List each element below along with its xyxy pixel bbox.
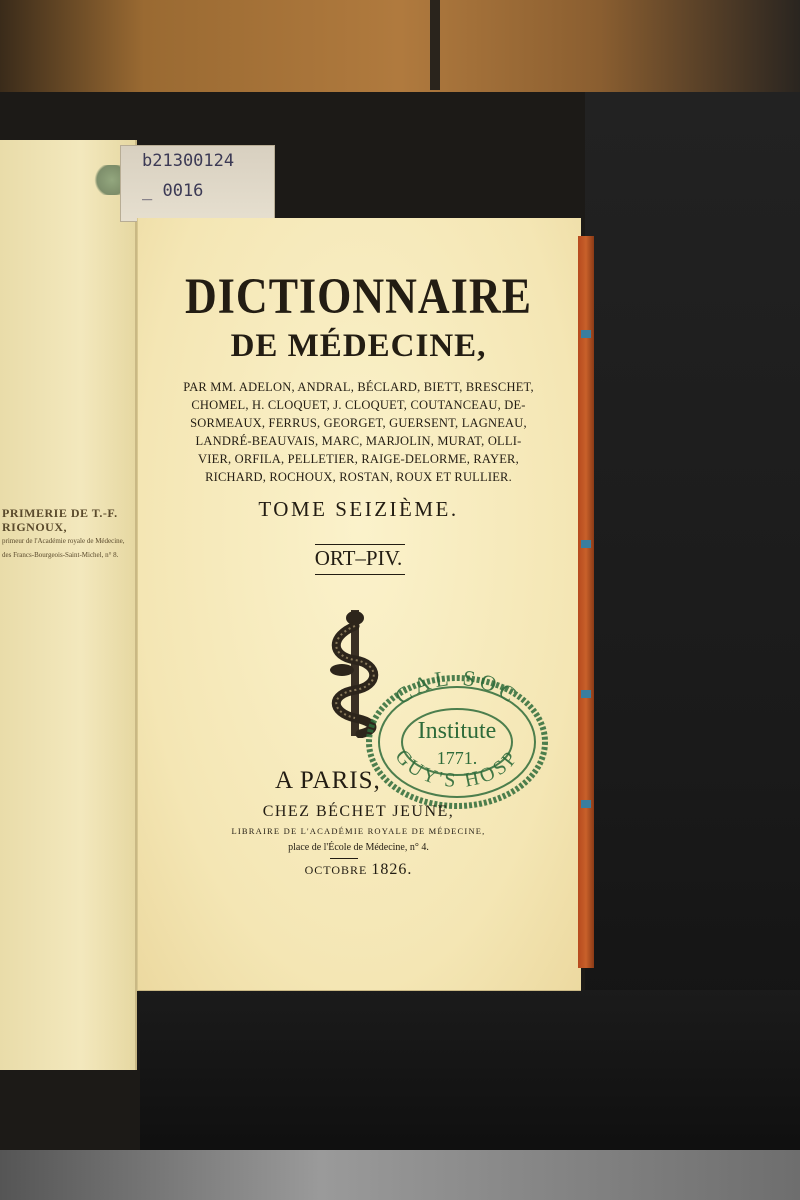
- stamp-year: 1771.: [436, 748, 478, 768]
- book-subtitle: DE MÉDECINE,: [230, 328, 487, 364]
- left-facing-page: [0, 140, 137, 1070]
- background-strip: [430, 0, 440, 90]
- authors-line: RICHARD, ROCHOUX, ROSTAN, ROUX ET RULLIER.: [205, 470, 512, 484]
- background-floor: [0, 1150, 800, 1200]
- left-page-line-1: PRIMERIE DE T.-F. RIGNOUX,: [2, 506, 118, 534]
- svg-text:CAL SOC: [390, 670, 524, 709]
- authors-line: SORMEAUX, FERRUS, GEORGET, GUERSENT, LAGNEAU,: [190, 416, 527, 430]
- edge-mark: [581, 800, 591, 808]
- alphabetical-range: ORT–PIV.: [314, 546, 403, 570]
- edge-mark: [581, 540, 591, 548]
- book-title: DICTIONNAIRE: [185, 268, 532, 325]
- publisher-name: CHEZ BÉCHET JEUNE,: [262, 803, 455, 820]
- publication-month: OCTOBRE: [304, 863, 368, 877]
- publication-date: [137, 861, 580, 879]
- publication-year: 1826.: [371, 861, 413, 878]
- range-rule-top: [315, 544, 405, 545]
- accession-label-text: [142, 146, 234, 206]
- stamp-top-text: CAL SOC: [390, 670, 524, 710]
- stamp-inner-text: Institute: [417, 718, 497, 744]
- authors-block: [160, 378, 557, 486]
- library-ownership-stamp: [362, 670, 552, 810]
- publisher-address: place de l'École de Médecine, n° 4.: [288, 842, 429, 853]
- date-rule: [330, 858, 358, 859]
- accession-suffix: _ 0016: [142, 181, 204, 201]
- left-page-line-3: des Francs-Bourgeois-Saint-Michel, n° 8.: [2, 551, 119, 559]
- authors-line: CHOMEL, H. CLOQUET, J. CLOQUET, COUTANCEAU, DE-: [191, 398, 526, 412]
- volume-number: TOME SEIZIÈME.: [258, 497, 459, 521]
- authors-line: PAR MM. ADELON, ANDRAL, BÉCLARD, BIETT, BRESCHET,: [183, 380, 534, 394]
- authors-line: LANDRÉ-BEAUVAIS, MARC, MARJOLIN, MURAT, OLLI-: [195, 434, 522, 448]
- imprint-place: A PARIS,: [275, 767, 381, 794]
- stamp-bottom-text: GUY'S HOSP: [390, 745, 524, 792]
- range-rule-bottom: [315, 574, 405, 575]
- left-page-line-2: primeur de l'Académie royale de Médecine,: [2, 537, 125, 545]
- left-page-printer-note: [2, 506, 132, 562]
- accession-number: b21300124: [142, 151, 235, 171]
- edge-mark: [581, 690, 591, 698]
- edge-mark: [581, 330, 591, 338]
- page-edge-red: [578, 236, 594, 968]
- publisher-title: LIBRAIRE DE L'ACADÉMIE ROYALE DE MÉDECINE,: [231, 826, 486, 836]
- background-wood: [0, 0, 800, 92]
- authors-line: VIER, ORFILA, PELLETIER, RAIGE-DELORME, RAYER,: [198, 452, 519, 466]
